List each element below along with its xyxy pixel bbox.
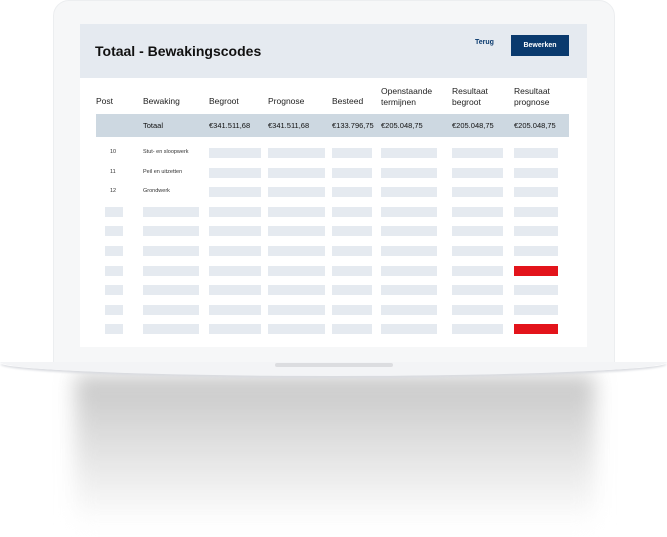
- row-besteed-placeholder: [332, 305, 372, 315]
- total-resultaat-prognose: €205.048,75: [514, 121, 556, 130]
- row-besteed-placeholder: [332, 324, 372, 334]
- row-begroot-placeholder: [209, 168, 261, 178]
- row-resultaat-prognose-placeholder: [514, 148, 558, 158]
- row-resultaat-begroot-placeholder: [452, 168, 503, 178]
- laptop-notch: [275, 363, 393, 367]
- total-resultaat-begroot: €205.048,75: [452, 121, 494, 130]
- row-begroot-placeholder: [209, 246, 261, 256]
- row-besteed-placeholder: [332, 207, 372, 217]
- total-prognose: €341.511,68: [268, 121, 310, 130]
- row-bewaking: Peil en uitzetten: [143, 169, 183, 175]
- row-bewaking-placeholder: [143, 305, 199, 315]
- row-prognose-placeholder: [268, 285, 325, 295]
- row-resultaat-prognose-placeholder: [514, 305, 558, 315]
- laptop-screen: [80, 24, 587, 347]
- row-post-placeholder: [105, 226, 123, 236]
- row-resultaat-begroot-placeholder: [452, 305, 503, 315]
- row-resultaat-prognose-placeholder: [514, 266, 558, 276]
- row-post: 11: [110, 169, 116, 175]
- row-prognose-placeholder: [268, 187, 325, 197]
- row-openstaande-placeholder: [381, 246, 437, 256]
- row-post-placeholder: [105, 285, 123, 295]
- row-prognose-placeholder: [268, 148, 325, 158]
- row-prognose-placeholder: [268, 246, 325, 256]
- row-begroot-placeholder: [209, 305, 261, 315]
- row-post-placeholder: [105, 305, 123, 315]
- back-link[interactable]: Terug: [475, 39, 494, 46]
- row-openstaande-placeholder: [381, 148, 437, 158]
- row-begroot-placeholder: [209, 324, 261, 334]
- row-resultaat-begroot-placeholder: [452, 187, 503, 197]
- total-label: Totaal: [143, 121, 164, 130]
- col-header-begroot: Begroot: [209, 96, 239, 106]
- row-post-placeholder: [105, 324, 123, 334]
- row-openstaande-placeholder: [381, 187, 437, 197]
- col-header-openstaande: Openstaande termijnen: [381, 86, 433, 107]
- row-openstaande-placeholder: [381, 285, 437, 295]
- row-resultaat-begroot-placeholder: [452, 148, 503, 158]
- row-openstaande-placeholder: [381, 168, 437, 178]
- row-resultaat-begroot-placeholder: [452, 246, 503, 256]
- row-begroot-placeholder: [209, 187, 261, 197]
- row-prognose-placeholder: [268, 207, 325, 217]
- row-bewaking: Stut- en sloopwerk: [143, 149, 189, 155]
- row-begroot-placeholder: [209, 266, 261, 276]
- row-bewaking-placeholder: [143, 207, 199, 217]
- row-begroot-placeholder: [209, 207, 261, 217]
- row-openstaande-placeholder: [381, 324, 437, 334]
- row-bewaking-placeholder: [143, 246, 199, 256]
- col-header-resultaat-prognose: Resultaat prognose: [514, 86, 550, 107]
- row-besteed-placeholder: [332, 187, 372, 197]
- row-besteed-placeholder: [332, 168, 372, 178]
- row-bewaking-placeholder: [143, 324, 199, 334]
- row-prognose-placeholder: [268, 305, 325, 315]
- row-prognose-placeholder: [268, 226, 325, 236]
- row-post-placeholder: [105, 246, 123, 256]
- row-resultaat-begroot-placeholder: [452, 226, 503, 236]
- row-prognose-placeholder: [268, 168, 325, 178]
- row-openstaande-placeholder: [381, 305, 437, 315]
- row-post: 12: [110, 188, 117, 194]
- row-post-placeholder: [105, 266, 123, 276]
- row-resultaat-prognose-placeholder: [514, 324, 558, 334]
- row-besteed-placeholder: [332, 285, 372, 295]
- row-resultaat-prognose-placeholder: [514, 168, 558, 178]
- row-resultaat-prognose-placeholder: [514, 285, 558, 295]
- laptop-shadow: [75, 375, 595, 525]
- row-resultaat-begroot-placeholder: [452, 266, 503, 276]
- row-resultaat-begroot-placeholder: [452, 207, 503, 217]
- row-resultaat-prognose-placeholder: [514, 246, 558, 256]
- row-begroot-placeholder: [209, 285, 261, 295]
- row-resultaat-prognose-placeholder: [514, 226, 558, 236]
- row-post-placeholder: [105, 207, 123, 217]
- row-bewaking-placeholder: [143, 285, 199, 295]
- row-openstaande-placeholder: [381, 207, 437, 217]
- edit-button[interactable]: Bewerken: [511, 35, 569, 56]
- total-besteed: €133.796,75: [332, 121, 374, 130]
- col-header-prognose: Prognose: [268, 96, 305, 106]
- row-prognose-placeholder: [268, 324, 325, 334]
- page-title: Totaal - Bewakingscodes: [95, 43, 262, 59]
- row-begroot-placeholder: [209, 226, 261, 236]
- col-header-resultaat-begroot: Resultaat begroot: [452, 86, 488, 107]
- row-bewaking: Grondwerk: [143, 188, 170, 194]
- row-besteed-placeholder: [332, 148, 372, 158]
- total-begroot: €341.511,68: [209, 121, 251, 130]
- row-openstaande-placeholder: [381, 266, 437, 276]
- row-besteed-placeholder: [332, 226, 372, 236]
- row-resultaat-prognose-placeholder: [514, 187, 558, 197]
- total-openstaande: €205.048,75: [381, 121, 423, 130]
- col-header-post: Post: [96, 96, 114, 106]
- row-bewaking-placeholder: [143, 226, 199, 236]
- row-resultaat-begroot-placeholder: [452, 324, 503, 334]
- row-prognose-placeholder: [268, 266, 325, 276]
- page-header: [80, 24, 587, 78]
- row-resultaat-begroot-placeholder: [452, 285, 503, 295]
- row-post: 10: [110, 149, 117, 155]
- row-openstaande-placeholder: [381, 226, 437, 236]
- row-begroot-placeholder: [209, 148, 261, 158]
- row-bewaking-placeholder: [143, 266, 199, 276]
- row-besteed-placeholder: [332, 246, 372, 256]
- row-resultaat-prognose-placeholder: [514, 207, 558, 217]
- col-header-besteed: Besteed: [332, 96, 364, 106]
- col-header-bewaking: Bewaking: [143, 96, 180, 106]
- row-besteed-placeholder: [332, 266, 372, 276]
